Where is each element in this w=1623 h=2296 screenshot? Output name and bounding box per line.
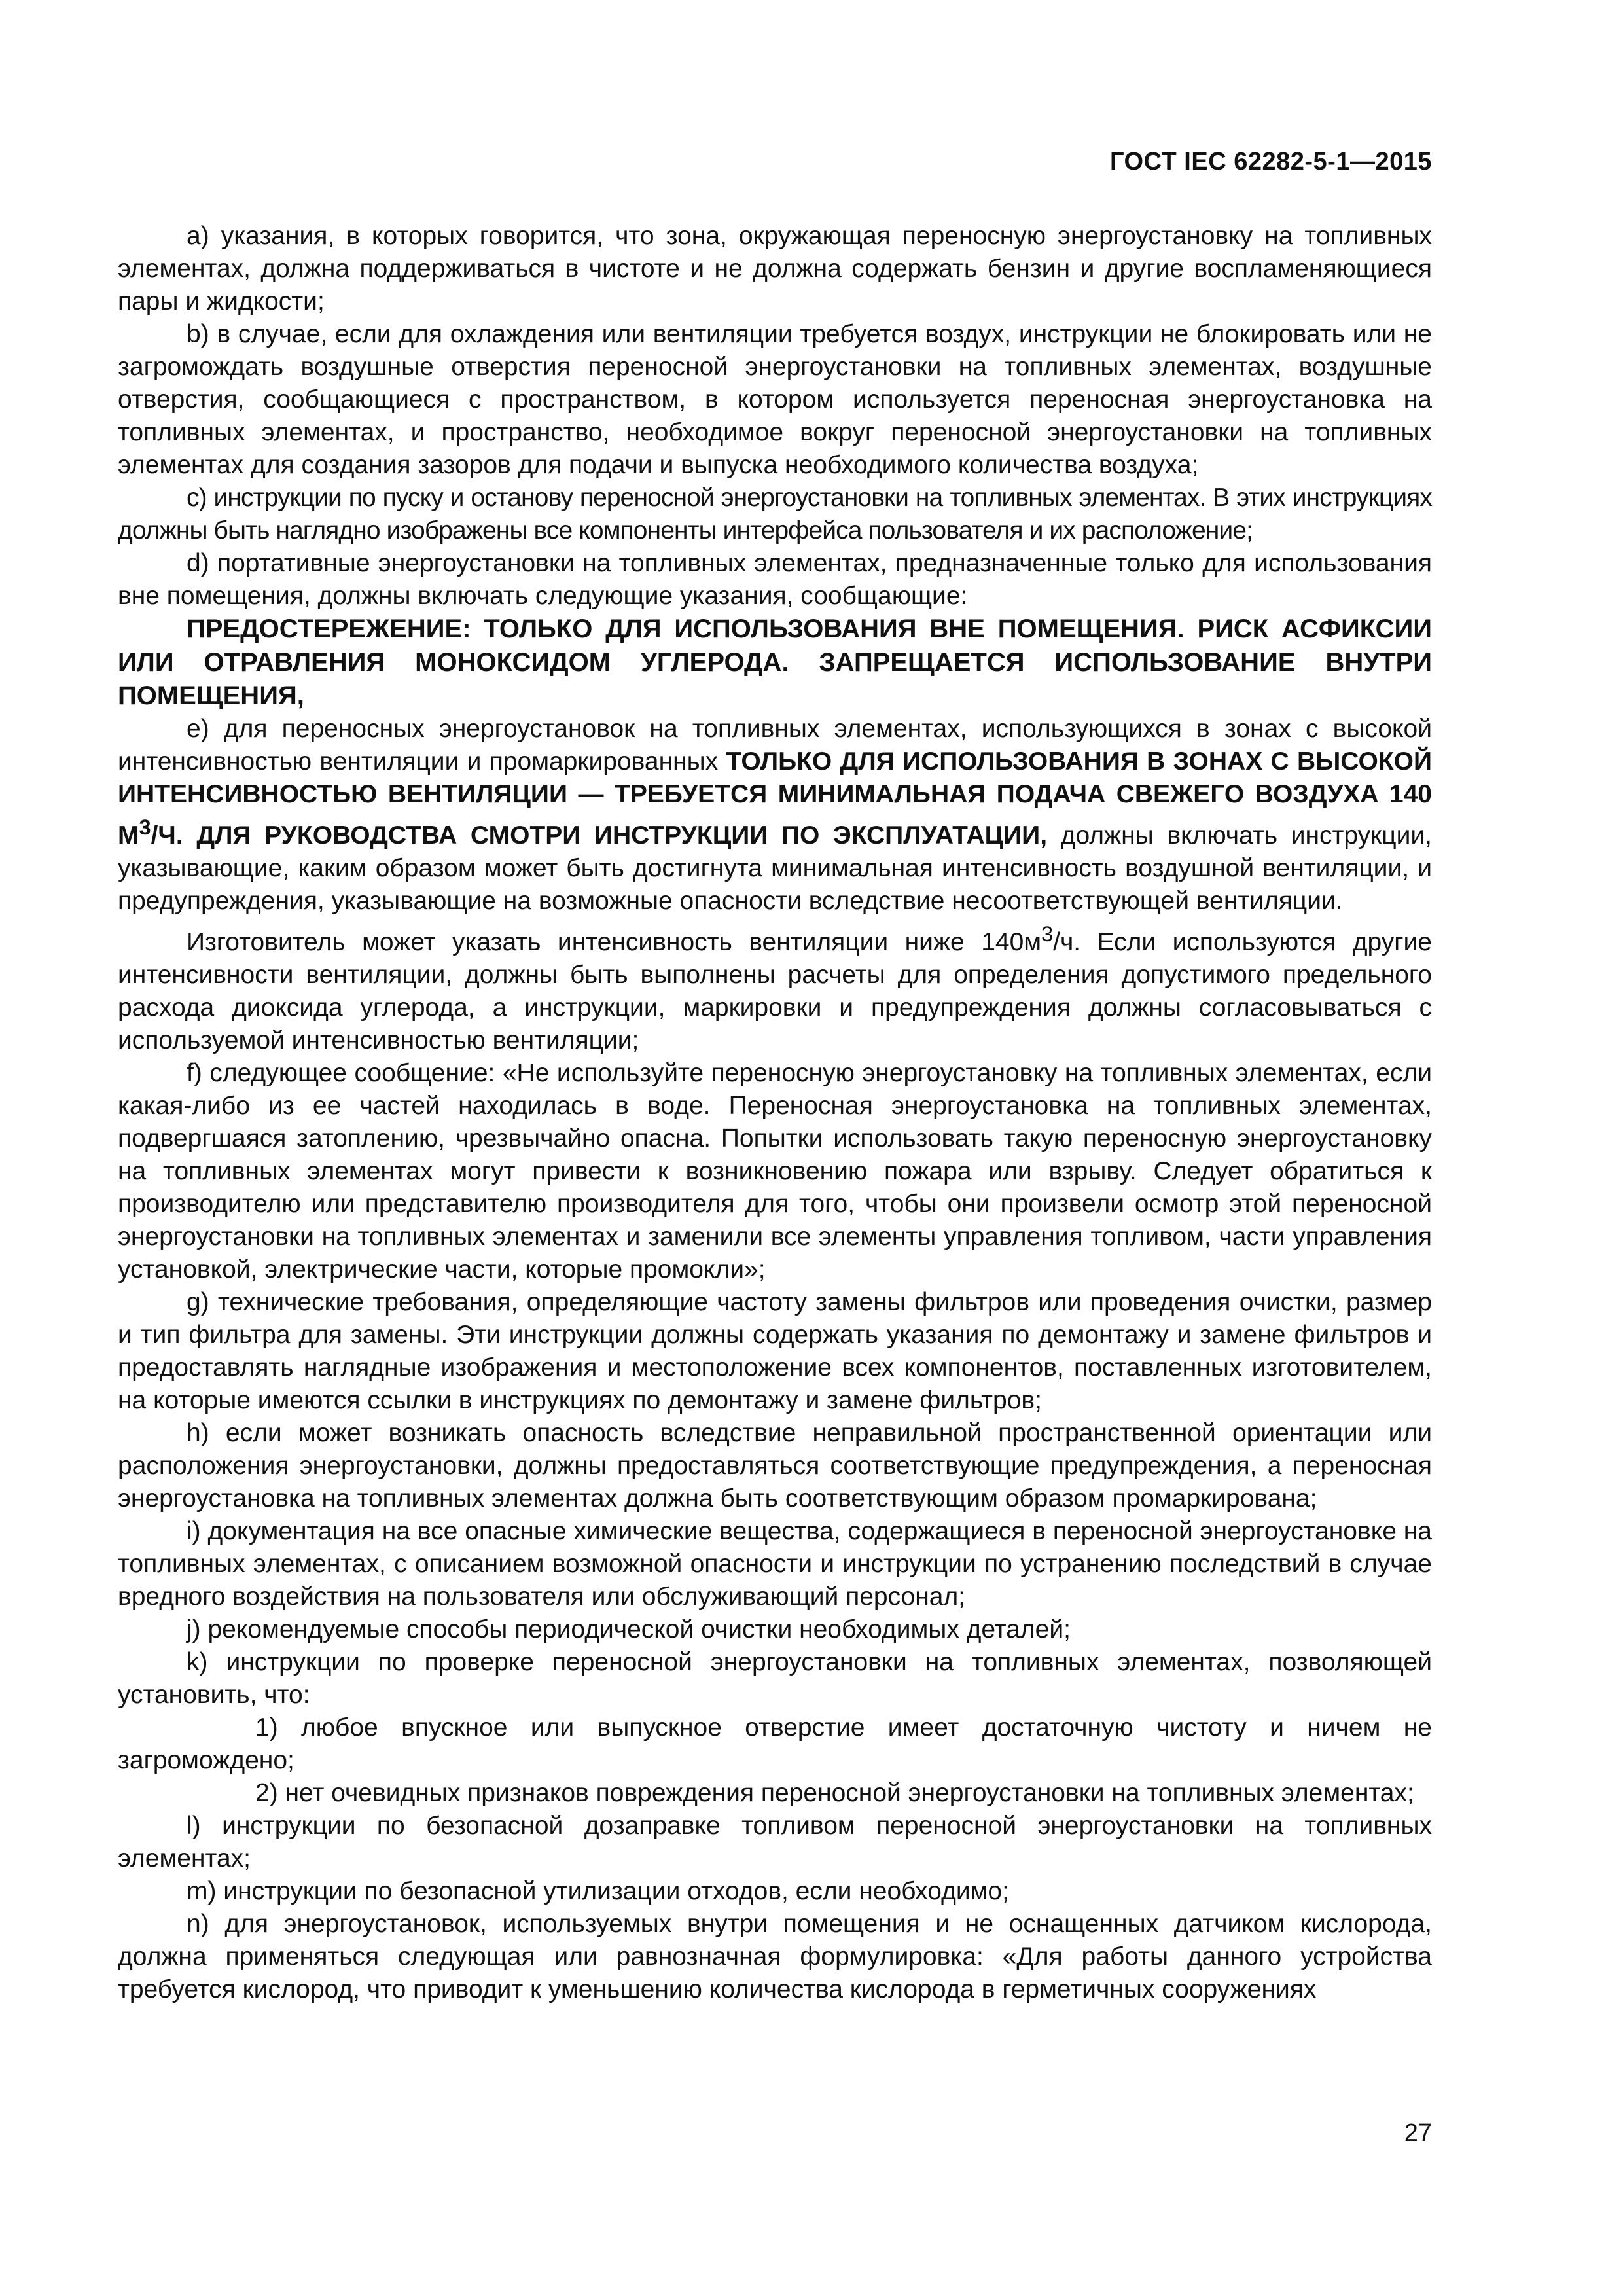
document-body <box>118 220 1432 2006</box>
paragraph-e-bold-1: ТОЛЬКО ДЛЯ ИСПОЛЬЗОВАНИЯ В ЗОНАХ С ВЫСОКОЙ ИНТЕНСИВНОСТЬЮ ВЕНТИЛЯЦИИ — ТРЕБУЕТСЯ МИНИМАЛЬНАЯ ПОДАЧА СВЕЖЕГО ВОЗДУХА 140 М <box>118 747 1432 850</box>
paragraph-j: j) рекомендуемые способы периодической очистки необходимых деталей; <box>187 1615 1071 1643</box>
paragraph-k: k) инструкции по проверке переносной энергоустановки на топливных элементах, позволяющей установить, что: <box>118 1648 1432 1709</box>
paragraph-b: b) в случае, если для охлаждения или вентиляции требуется воздух, инструкции не блокировать или не загромождать воздушные отверстия переносной энергоустановки на топливных элементах, воздушные отверстия, сообщающиеся с пространством, в котором используется переносная энергоустановка на топливных элементах, и пространство, необходимое вокруг переносной энергоустановки на топливных элементах для создания зазоров для подачи и выпуска необходимого количества воздуха; <box>118 320 1432 479</box>
paragraph-g: g) технические требования, определяющие частоту замены фильтров или проведения очистки, размер и тип фильтра для замены. Эти инструкции должны содержать указания по демонтажу и замене фильтров и предоставлять наглядные изображения и местоположение всех компонентов, поставленных изготовителем, на которые имеются ссылки в инструкциях по демонтажу и замене фильтров; <box>118 1288 1432 1414</box>
paragraph-k1: 1) любое впускное или выпускное отверстие имеет достаточную чистоту и ничем не загромождено; <box>118 1713 1432 1774</box>
paragraph-a: a) указания, в которых говорится, что зона, окружающая переносную энергоустановку на топливных элементах, должна поддерживаться в чистоте и не должна содержать бензин и другие воспламеняющиеся пары и жидкости; <box>118 222 1432 315</box>
paragraph-e-start: e) для переносных энергоустановок на топливных элементах, использующихся в зонах с высокой интенсивностью вентиляции и промаркированных <box>118 715 1432 776</box>
paragraph-k2: 2) нет очевидных признаков повреждения переносной энергоустановки на топливных элементах; <box>255 1779 1414 1807</box>
paragraph-f: f) следующее сообщение: «Не используйте переносную энергоустановку на топливных элементах, если какая-либо из ее частей находилась в воде. Переносная энергоустановка на топливных элементах, подвергшаяся затоплению, чрезвычайно опасна. Попытки использовать такую переносную энергоустановку на топливных элементах могут привести к возникновению пожара или взрыву. Следует обратиться к производителю или представителю производителя для того, чтобы они произвели осмотр этой переносной энергоустановки на топливных элементах и заменили все элементы управления топливом, части управления установкой, электрические части, которые промокли»; <box>118 1059 1432 1283</box>
paragraph-e-superscript: 3 <box>139 816 151 839</box>
paragraph-l: l) инструкции по безопасной дозаправке топливом переносной энергоустановки на топливных элементах; <box>118 1812 1432 1873</box>
paragraph-d: d) портативные энергоустановки на топливных элементах, предназначенные только для использования вне помещения, должны включать следующие указания, сообщающие: <box>118 549 1432 610</box>
paragraph-manufacturer-superscript: 3 <box>1041 922 1054 946</box>
paragraph-manufacturer-start: Изготовитель может указать интенсивность вентиляции ниже 140м <box>187 928 1042 956</box>
paragraph-n: n) для энергоустановок, используемых внутри помещения и не оснащенных датчиком кислорода, должна применяться следующая или равнозначная формулировка: «Для работы данного устройства требуется кислород, что приводит к уменьшению количества кислорода в герметичных сооружениях <box>118 1910 1432 2003</box>
paragraph-h: h) если может возникать опасность вследствие неправильной пространственной ориентации или расположения энергоустановки, должны предоставляться соответствующие предупреждения, а переносная энергоустановка на топливных элементах должна быть соответствующим образом промаркирована; <box>118 1419 1432 1513</box>
paragraph-e-end: должны включать инструкции, указывающие, каким образом может быть достигнута минимальная интенсивность воздушной вентиляции, и предупреждения, указывающие на возможные опасности вследствие несоответствующей вентиляции. <box>118 821 1432 915</box>
paragraph-e <box>118 713 1432 918</box>
document-id-header: ГОСТ IEC 62282-5-1—2015 <box>1109 148 1432 175</box>
paragraph-e-bold-2: /Ч. ДЛЯ РУКОВОДСТВА СМОТРИ ИНСТРУКЦИИ ПО ЭКСПЛУАТАЦИИ, <box>151 821 1048 850</box>
paragraph-manufacturer <box>118 918 1432 1057</box>
paragraph-c: c) инструкции по пуску и останову переносной энергоустановки на топливных элементах. В этих инструкциях должны быть наглядно изображены все компоненты интерфейса пользователя и их расположение; <box>118 484 1432 545</box>
paragraph-manufacturer-end: /ч. Если используются другие интенсивности вентиляции, должны быть выполнены расчеты для определения допустимого предельного расхода диоксида углерода, а инструкции, маркировки и предупреждения должны согласовываться с используемой интенсивностью вентиляции; <box>118 928 1432 1054</box>
warning-text: ПРЕДОСТЕРЕЖЕНИЕ: ТОЛЬКО ДЛЯ ИСПОЛЬЗОВАНИЯ ВНЕ ПОМЕЩЕНИЯ. РИСК АСФИКСИИ ИЛИ ОТРАВЛЕНИЯ МОНОКСИДОМ УГЛЕРОДА. ЗАПРЕЩАЕТСЯ ИСПОЛЬЗОВАНИЕ ВНУТРИ ПОМЕЩЕНИЯ, <box>118 615 1432 710</box>
paragraph-i: i) документация на все опасные химические вещества, содержащиеся в переносной энергоустановке на топливных элементах, с описанием возможной опасности и инструкции по устранению последствий в случае вредного воздействия на пользователя или обслуживающий персонал; <box>118 1517 1432 1611</box>
paragraph-m: m) инструкции по безопасной утилизации отходов, если необходимо; <box>187 1877 1009 1905</box>
page-number: 27 <box>1404 2119 1432 2147</box>
